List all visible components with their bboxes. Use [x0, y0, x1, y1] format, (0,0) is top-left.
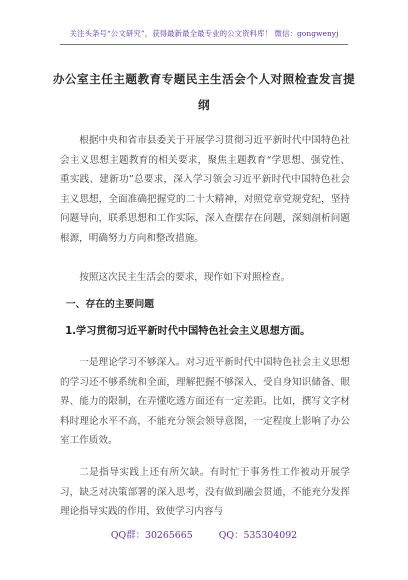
follow-paragraph: 按照这次民主生活会的要求，现作如下对照检查。 — [79, 272, 291, 283]
footer-qq-number: QQ：535304092 — [218, 530, 298, 541]
section-heading: 一、存在的主要问题 — [65, 299, 155, 310]
header-divider — [60, 44, 348, 45]
footer-qq-group: QQ群：30265665 — [110, 530, 193, 541]
point-one-paragraph: 一是理论学习不够深入。对习近平新时代中国特色社会主义思想的学习还不够系统和全面，理解把握不够深入，受自身知识储备、眼界、能力的限制，在弄懂吃透方面还有一定差距。比如，撰写文字材料时理论水平不高，不能充分领会领导意图，一定程度上影响了办公室工作质效。 — [60, 357, 350, 447]
point-two-paragraph: 二是指导实践上还有所欠缺。有时忙于事务性工作被动开展学习，缺乏对决策部署的深入思考，没有做到融会贯通，不能充分发挥理论指导实践的作用，致使学习内容与 — [60, 467, 350, 518]
document-title: 办公室主任主题教育专题民主生活会个人对照检查发言提纲 — [52, 72, 356, 112]
header-banner: 关注头条号“公文研究”，获得最新最全最专业的公文资料库！ 微信：gongwenyj — [69, 29, 339, 38]
subsection-heading: 1.学习贯彻习近平新时代中国特色社会主义思想方面。 — [65, 326, 311, 337]
footer-contact — [0, 527, 408, 541]
intro-paragraph: 根据中央和省市县委关于开展学习贯彻习近平新时代中国特色社会主义思想主题教育的相关要求，聚焦主题教育“学思想、强党性、重实践、建新功”总要求，深入学习领会习近平新时代中国特色社会主义思想，全面准确把握党的二十大精神，对照党章党规党纪，坚持问题导向，联系思想和工作实际，深入查摆存在问题，深刻剖析问题根源，明确努力方向和整改措施。 — [60, 135, 350, 244]
